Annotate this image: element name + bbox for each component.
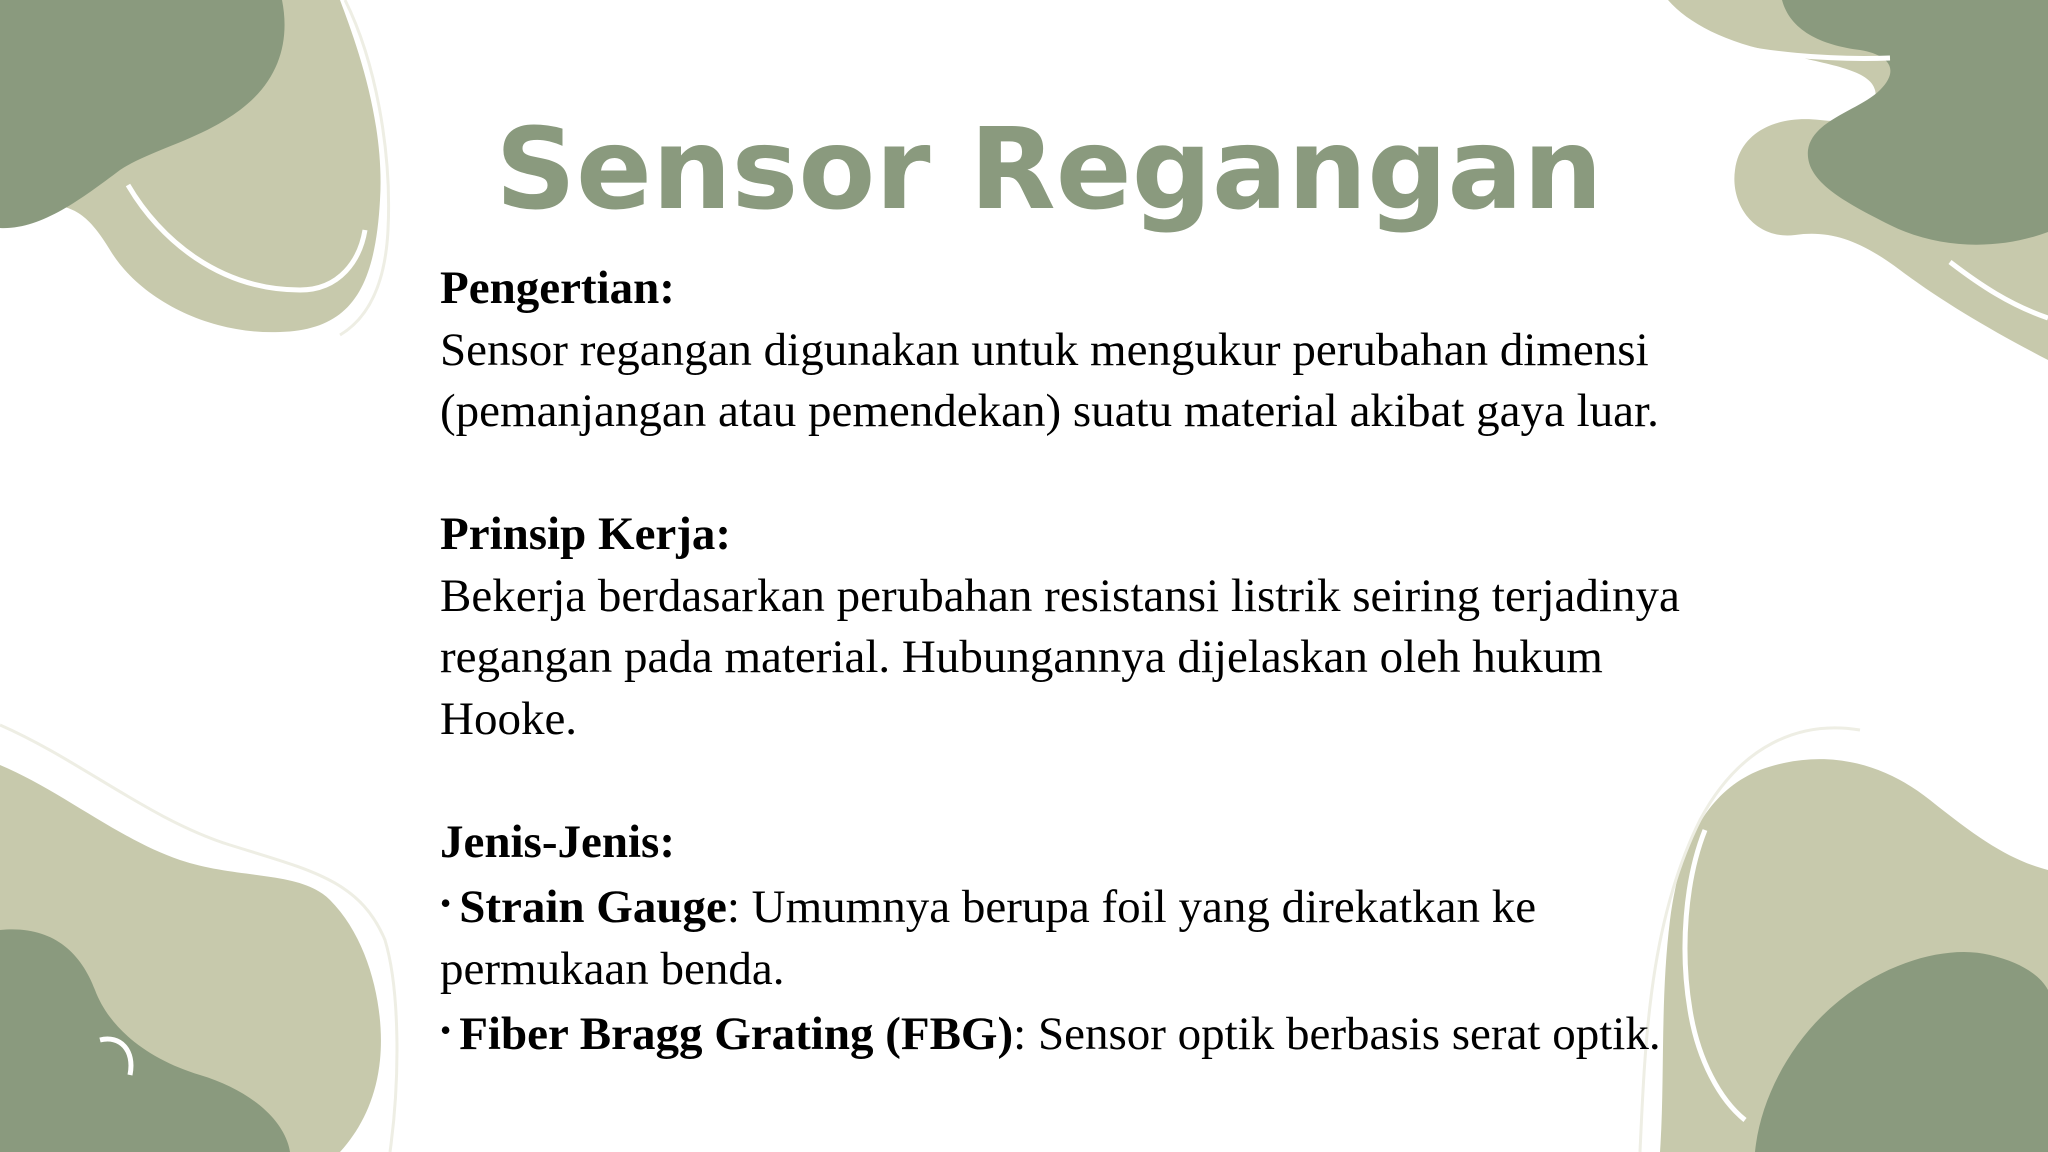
- jenis-item-fbg: [440, 1000, 1860, 1066]
- pengertian-line: Sensor regangan digunakan untuk mengukur perubahan dimensi: [440, 323, 1649, 376]
- jenis-item-continuation: permukaan benda.: [440, 942, 785, 995]
- slide-title: Sensor Regangan: [495, 105, 1603, 235]
- section-spacer: [440, 443, 1860, 505]
- jenis-item-desc: : Sensor optik berbasis serat optik.: [1013, 1008, 1661, 1060]
- section-spacer: [440, 750, 1860, 812]
- jenis-heading: Jenis-Jenis:: [440, 815, 675, 868]
- bullet-icon: •: [440, 1012, 452, 1048]
- prinsip-line: regangan pada material. Hubungannya dijelaskan oleh hukum: [440, 631, 1603, 683]
- prinsip-line: Hooke.: [440, 692, 578, 745]
- prinsip-line: Bekerja berdasarkan perubahan resistansi listrik seiring terjadinya: [440, 569, 1680, 622]
- pengertian-line: (pemanjangan atau pemendekan) suatu material akibat gaya luar.: [440, 385, 1659, 437]
- bullet-icon: •: [440, 885, 452, 921]
- pengertian-heading: Pengertian:: [440, 262, 675, 314]
- jenis-item-strain-gauge: [440, 873, 1860, 939]
- jenis-item-term: Fiber Bragg Grating (FBG): [459, 1008, 1014, 1060]
- jenis-item-term: Strain Gauge: [459, 881, 727, 933]
- prinsip-heading: Prinsip Kerja:: [440, 508, 732, 560]
- jenis-item-desc: : Umumnya berupa foil yang direkatkan ke: [726, 881, 1537, 933]
- slide-body: [440, 258, 1860, 1066]
